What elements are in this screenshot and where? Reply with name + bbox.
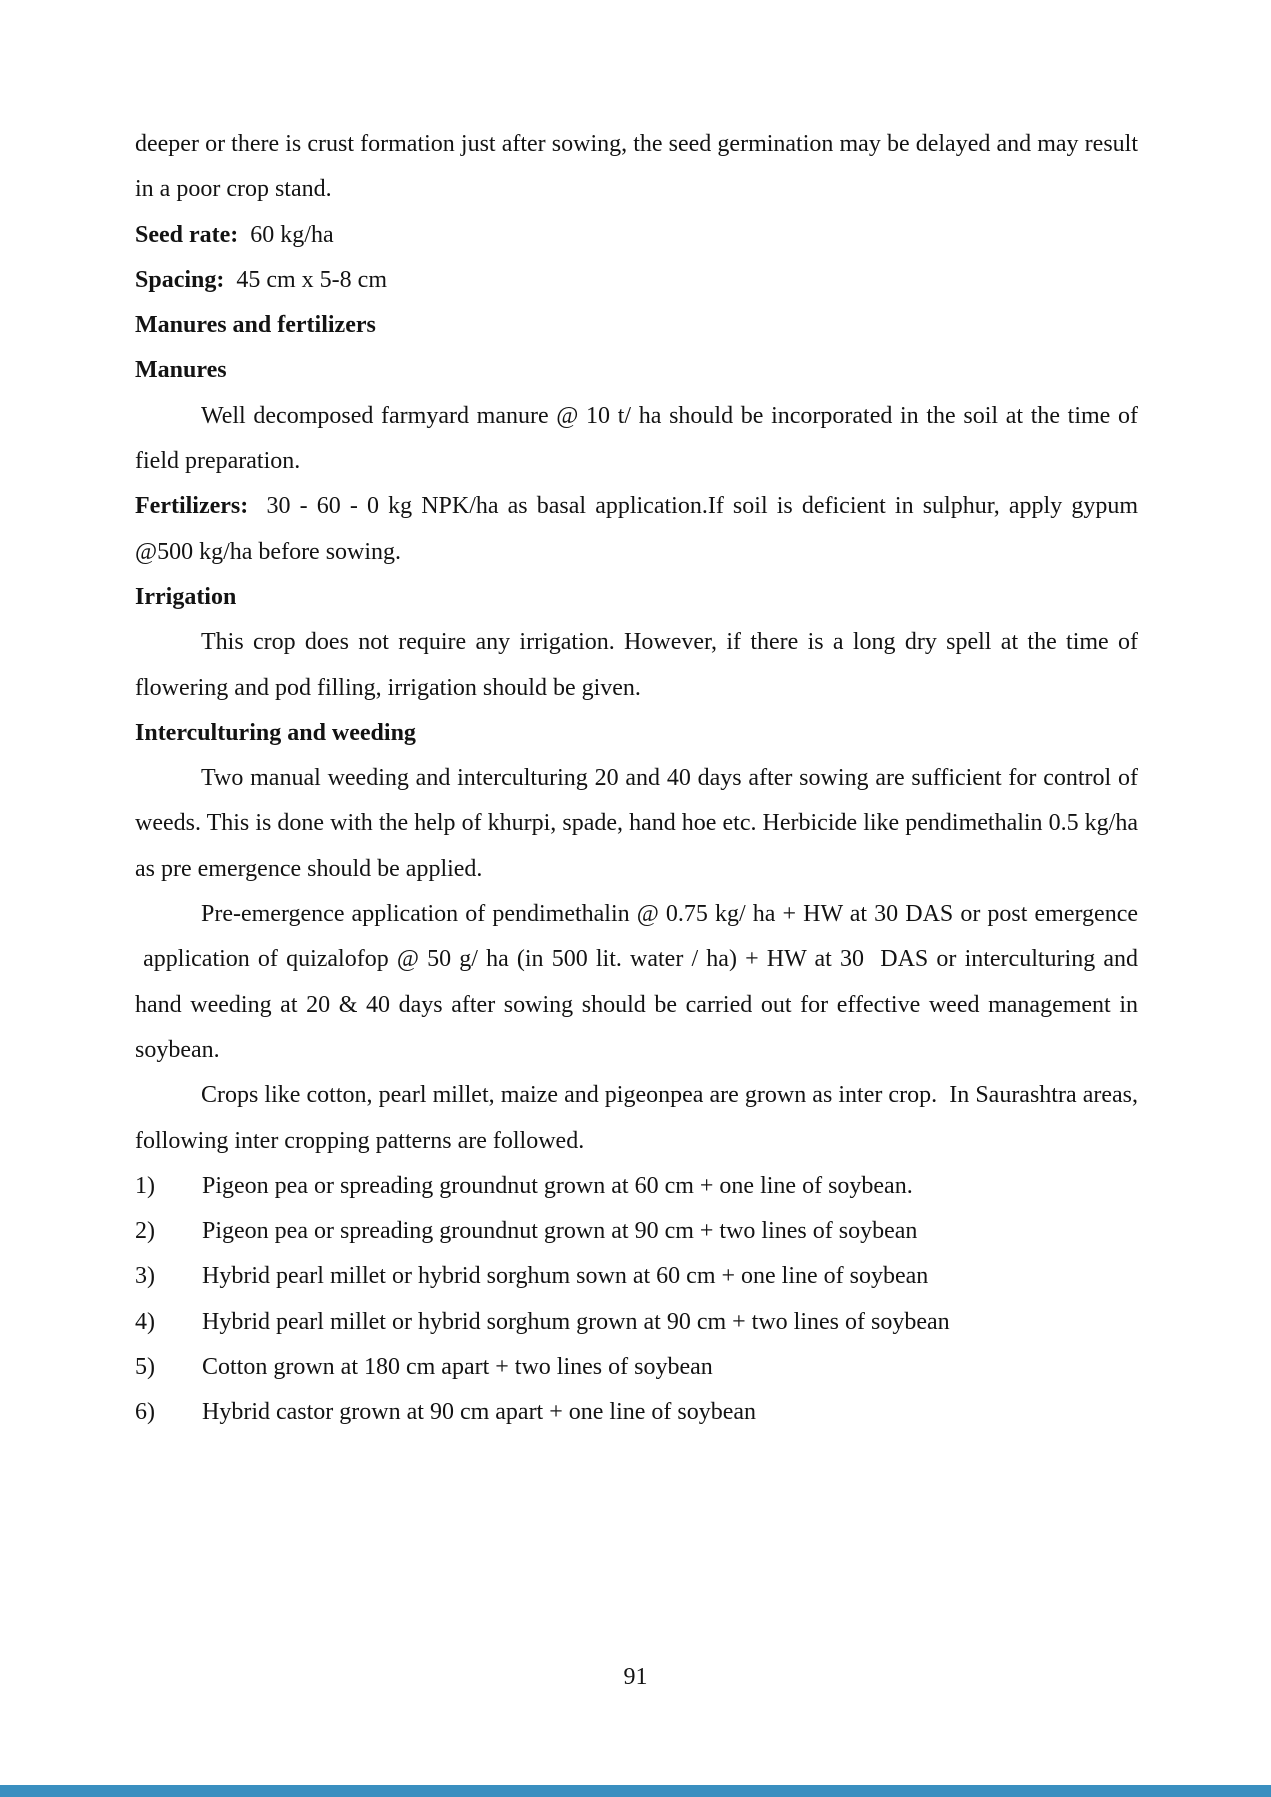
heading-manures: Manures — [135, 357, 227, 384]
list-number: 2) — [135, 1218, 155, 1245]
list-number: 4) — [135, 1308, 155, 1335]
list-text: Hybrid castor grown at 90 cm apart + one line of soybean — [202, 1399, 757, 1426]
list-text: Pigeon pea or spreading groundnut grown at 60 cm + one line of soybean. — [202, 1172, 913, 1199]
bottom-edge-bar — [0, 1785, 1271, 1797]
list-number: 5) — [135, 1354, 155, 1381]
paragraph-irrigation: This crop does not require any irrigation. However, if there is a long dry spell at the time of flowering and pod filling, irrigation should be given. — [135, 629, 1138, 701]
fertilizers-line — [135, 484, 1138, 575]
heading-interculturing-and-weeding: Interculturing and weeding — [135, 719, 416, 746]
list-number: 3) — [135, 1263, 155, 1290]
fertilizers-value: 30 - 60 - 0 kg NPK/ha as basal application.If soil is deficient in sulphur, apply gypum @500 kg/ha before sowing. — [135, 493, 1138, 565]
paragraph-manual-weeding: Two manual weeding and interculturing 20 and 40 days after sowing are sufficient for control of weeds. This is done with the help of khurpi, spade, hand hoe etc. Herbicide like pendimethalin 0.5 kg/ha as pre emergence should be applied. — [135, 765, 1138, 882]
paragraph-farmyard-manure: Well decomposed farmyard manure @ 10 t/ ha should be incorporated in the soil at the time of field preparation. — [135, 402, 1138, 475]
paragraph-pre-emergence: Pre-emergence application of pendimethalin @ 0.75 kg/ ha + HW at 30 DAS or post emergence application of quizalofop @ 50 g/ ha (in 500 lit. water / ha) + HW at 30 DAS or interculturing and hand weeding at 20 & 40 days after sowing should be carried out for effective weed management in soybean. — [135, 901, 1138, 1063]
list-item-6 — [135, 1390, 1138, 1435]
list-item-2 — [135, 1209, 1138, 1254]
list-text: Cotton grown at 180 cm apart + two lines of soybean — [202, 1354, 713, 1381]
seed-rate-label: Seed rate: — [135, 221, 239, 248]
spacing-line — [135, 258, 1138, 303]
list-item-4 — [135, 1300, 1138, 1345]
heading-manures-and-fertilizers: Manures and fertilizers — [135, 312, 376, 339]
list-text: Hybrid pearl millet or hybrid sorghum grown at 90 cm + two lines of soybean — [202, 1308, 950, 1335]
paragraph-inter-crops: Crops like cotton, pearl millet, maize and pigeonpea are grown as inter crop. In Saurashtra areas, following inter cropping patterns are followed. — [135, 1082, 1138, 1154]
list-number: 6) — [135, 1399, 155, 1426]
paragraph-crust-formation: deeper or there is crust formation just after sowing, the seed germination may be delayed and may result in a poor crop stand. — [135, 131, 1138, 203]
heading-irrigation: Irrigation — [135, 583, 237, 610]
spacing-value: 45 cm x 5-8 cm — [224, 266, 387, 293]
list-number: 1) — [135, 1172, 155, 1199]
seed-rate-value: 60 kg/ha — [238, 221, 334, 248]
document-body — [135, 122, 1138, 1436]
list-item-5 — [135, 1345, 1138, 1390]
page-number: 91 — [623, 1664, 648, 1690]
list-item-3 — [135, 1254, 1138, 1299]
fertilizers-label: Fertilizers: — [135, 493, 249, 520]
list-item-1 — [135, 1164, 1138, 1209]
list-text: Hybrid pearl millet or hybrid sorghum sown at 60 cm + one line of soybean — [202, 1263, 929, 1290]
list-text: Pigeon pea or spreading groundnut grown at 90 cm + two lines of soybean — [202, 1218, 918, 1245]
seed-rate-line — [135, 213, 1138, 258]
spacing-label: Spacing: — [135, 266, 225, 293]
